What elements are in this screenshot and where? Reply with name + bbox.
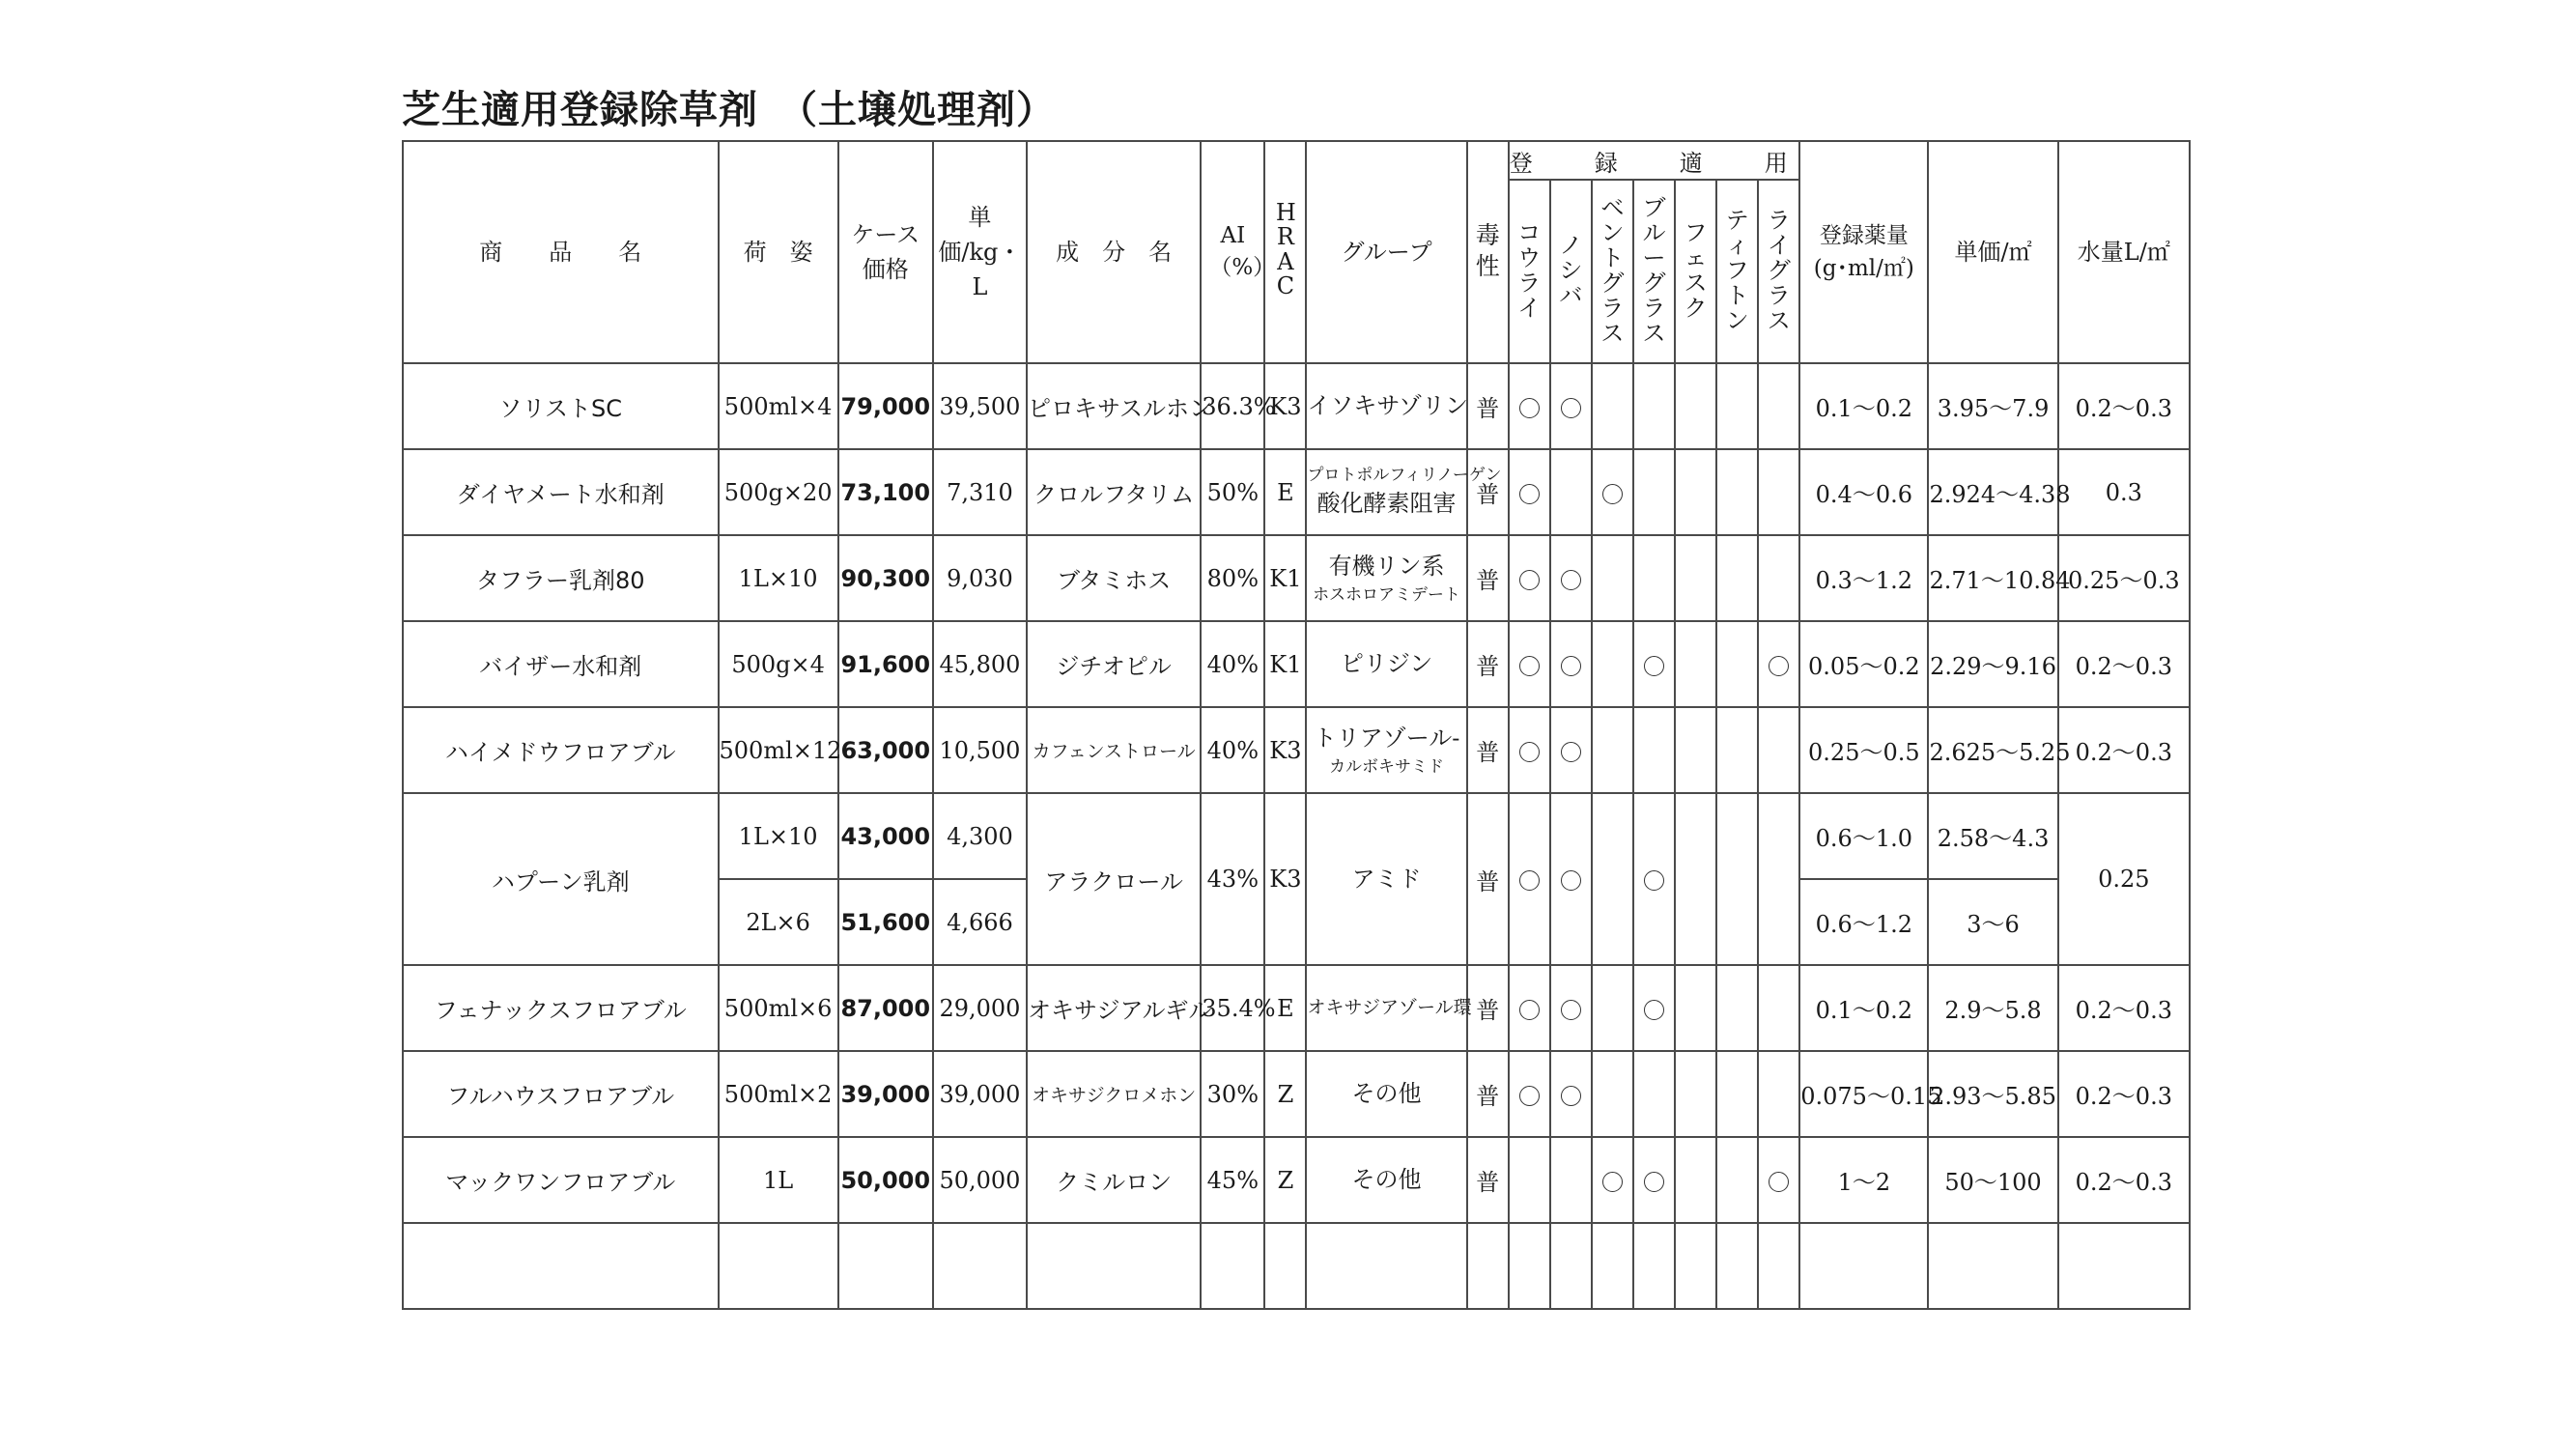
dose-cell: 0.075～0.15 [1799,1051,1928,1137]
package-cell: 500g×20 [719,449,838,535]
ingredient-cell: ピロキサスルホン [1027,363,1201,449]
table-row [403,535,2190,621]
registration-cell [1675,449,1716,535]
unit-price-cell: 9,030 [933,535,1027,621]
registration-cell [1592,449,1633,535]
case-price-cell: 39,000 [838,1051,933,1137]
registration-cell [1633,449,1675,535]
case-price-cell: 91,600 [838,621,933,707]
ingredient-cell: オキサジアルギル [1027,965,1201,1051]
empty-cell [1509,1223,1550,1309]
group-text: アミド [1351,865,1422,893]
header-hrac [1264,141,1306,363]
registration-cell [1592,363,1633,449]
price-m2-cell: 2.93～5.85 [1928,1051,2057,1137]
registration-cell [1758,707,1799,793]
header-name: 商 品 名 [403,141,719,363]
registration-cell [1716,965,1758,1051]
registration-cell [1509,449,1550,535]
empty-cell [838,1223,933,1309]
registration-cell [1592,707,1633,793]
hrac-cell: E [1264,449,1306,535]
table-row [403,621,2190,707]
ai-cell: 30% [1201,1051,1264,1137]
table-row [403,1051,2190,1137]
product-name: フルハウスフロアブル [403,1051,719,1137]
registered-mark-icon [1644,656,1664,676]
group-cell [1306,707,1466,793]
water-cell: 0.2～0.3 [2058,1137,2190,1223]
case-price-cell: 63,000 [838,707,933,793]
case-price-cell: 90,300 [838,535,933,621]
registration-cell [1716,1051,1758,1137]
registered-mark-icon [1561,570,1581,590]
header-turf-tifton [1716,180,1758,363]
ai-cell: 40% [1201,621,1264,707]
ingredient-cell: ブタミホス [1027,535,1201,621]
header-unit-price-text: 単価/kg・L [938,204,1022,300]
registration-cell [1716,621,1758,707]
product-name: バイザー水和剤 [403,621,719,707]
price-m2-cell: 2.625～5.25 [1928,707,2057,793]
registered-mark-icon [1519,870,1540,891]
header-turf-fescue [1675,180,1716,363]
registration-cell [1675,793,1716,965]
registration-cell [1633,707,1675,793]
header-price-m2: 単価/㎡ [1928,141,2057,363]
toxicity-cell: 普 [1467,1137,1509,1223]
group-subtext: カルボキサミド [1329,756,1445,777]
header-turf-fescue-text: フェスク [1684,219,1708,322]
empty-cell [1675,1223,1716,1309]
group-text: オキサジアゾール環 [1307,996,1472,1018]
group-cell [1306,1051,1466,1137]
group-text: その他 [1351,1166,1422,1194]
group-cell [1306,793,1466,965]
registration-cell [1758,449,1799,535]
registration-cell [1509,621,1550,707]
case-price-cell: 50,000 [838,1137,933,1223]
product-name: ダイヤメート水和剤 [403,449,719,535]
header-turf-noshiba [1550,180,1592,363]
water-cell: 0.2～0.3 [2058,1051,2190,1137]
empty-cell [403,1223,719,1309]
header-turf-bluegrass [1633,180,1675,363]
dose-cell: 0.1～0.2 [1799,965,1928,1051]
registration-cell [1758,1137,1799,1223]
price-m2-cell: 2.924～4.38 [1928,449,2057,535]
water-cell: 0.2～0.3 [2058,707,2190,793]
ai-cell: 35.4% [1201,965,1264,1051]
package-cell: 2L×6 [719,879,838,965]
package-cell: 1L×10 [719,535,838,621]
toxicity-cell: 普 [1467,1051,1509,1137]
header-case-price [838,141,933,363]
registration-cell [1550,621,1592,707]
registration-cell [1758,363,1799,449]
registered-mark-icon [1644,1172,1664,1192]
empty-cell [2058,1223,2190,1309]
package-cell: 1L×10 [719,793,838,879]
registration-cell [1592,621,1633,707]
empty-cell [1799,1223,1928,1309]
case-price-cell: 43,000 [838,793,933,879]
water-cell: 0.2～0.3 [2058,363,2190,449]
dose-cell: 0.6～1.2 [1799,879,1928,965]
ai-cell: 40% [1201,707,1264,793]
header-turf-ryegrass-text: ライグラス [1767,207,1791,334]
water-cell: 0.25 [2058,793,2190,965]
page-title: 芝生適用登録除草剤 （土壌処理剤） [402,88,1056,132]
dose-cell: 0.4～0.6 [1799,449,1928,535]
registration-cell [1675,1051,1716,1137]
registered-mark-icon [1519,398,1540,418]
ingredient-cell: クロルフタリム [1027,449,1201,535]
registered-mark-icon [1644,870,1664,891]
registered-mark-icon [1519,570,1540,590]
hrac-cell: Z [1264,1051,1306,1137]
header-package: 荷 姿 [719,141,838,363]
header-water: 水量L/㎡ [2058,141,2190,363]
ingredient-cell: オキサジクロメホン [1027,1051,1201,1137]
group-text: 有機リン系 [1328,552,1445,580]
registered-mark-icon [1561,870,1581,891]
header-turf-bentgrass [1592,180,1633,363]
registration-cell [1633,621,1675,707]
header-turf-noshiba-text: ノシバ [1559,232,1583,309]
header-registered: 登 録 適 用 [1509,141,1799,180]
registration-cell [1675,535,1716,621]
unit-price-cell: 4,666 [933,879,1027,965]
empty-cell [1027,1223,1201,1309]
dose-cell: 1～2 [1799,1137,1928,1223]
header-unit-price [933,141,1027,363]
water-cell: 0.2～0.3 [2058,965,2190,1051]
header-case-price-text: ケース価格 [851,221,920,283]
product-name: ソリストSC [403,363,719,449]
header-toxicity-text: 毒性 [1475,220,1500,281]
toxicity-cell: 普 [1467,793,1509,965]
table-row [403,363,2190,449]
hrac-cell: K3 [1264,707,1306,793]
product-name: マックワンフロアブル [403,1137,719,1223]
registration-cell [1675,965,1716,1051]
water-cell: 0.25～0.3 [2058,535,2190,621]
registration-cell [1675,363,1716,449]
table-row [403,449,2190,535]
table-row [403,793,2190,879]
registration-cell [1675,707,1716,793]
group-cell [1306,1137,1466,1223]
header-turf-ryegrass [1758,180,1799,363]
registered-mark-icon [1519,1000,1540,1020]
registration-cell [1633,1137,1675,1223]
toxicity-cell: 普 [1467,535,1509,621]
registration-cell [1550,707,1592,793]
header-turf-bluegrass-text: ブルーグラス [1642,194,1666,347]
registration-cell [1550,793,1592,965]
product-name: ハプーン乳剤 [403,793,719,965]
group-cell [1306,621,1466,707]
registration-cell [1550,1137,1592,1223]
unit-price-cell: 4,300 [933,793,1027,879]
package-cell: 500g×4 [719,621,838,707]
empty-row [403,1223,2190,1309]
registered-mark-icon [1519,1086,1540,1106]
registered-mark-icon [1602,484,1623,504]
hrac-cell: Z [1264,1137,1306,1223]
case-price-cell: 79,000 [838,363,933,449]
package-cell: 500ml×2 [719,1051,838,1137]
unit-price-cell: 7,310 [933,449,1027,535]
herbicide-table [402,140,2191,1310]
package-cell: 500ml×6 [719,965,838,1051]
registration-cell [1550,449,1592,535]
ingredient-cell: カフェンストロール [1027,707,1201,793]
empty-cell [1928,1223,2057,1309]
price-m2-cell: 2.71～10.84 [1928,535,2057,621]
toxicity-cell: 普 [1467,363,1509,449]
registration-cell [1633,535,1675,621]
header-dose-text: 登録薬量(g･ml/㎡) [1813,222,1914,281]
hrac-cell: K3 [1264,793,1306,965]
registration-cell [1592,965,1633,1051]
empty-cell [1592,1223,1633,1309]
group-text: ピリジン [1340,650,1433,678]
empty-cell [1467,1223,1509,1309]
registration-cell [1633,1051,1675,1137]
registration-cell [1509,535,1550,621]
table-row [403,707,2190,793]
price-m2-cell: 3～6 [1928,879,2057,965]
registration-cell [1509,1051,1550,1137]
empty-cell [933,1223,1027,1309]
toxicity-cell: 普 [1467,965,1509,1051]
ingredient-cell: クミルロン [1027,1137,1201,1223]
package-cell: 500ml×12 [719,707,838,793]
group-text: イソキサゾリン [1307,392,1468,420]
table-row [403,965,2190,1051]
ingredient-cell: アラクロール [1027,793,1201,965]
case-price-cell: 87,000 [838,965,933,1051]
dose-cell: 0.25～0.5 [1799,707,1928,793]
registration-cell [1675,621,1716,707]
empty-cell [1550,1223,1592,1309]
header-row [403,141,2190,180]
header-ai [1201,141,1276,363]
registration-cell [1550,535,1592,621]
group-cell [1306,449,1502,535]
empty-cell [1201,1223,1264,1309]
registered-mark-icon [1519,742,1540,762]
registration-cell [1550,1051,1592,1137]
package-cell: 500ml×4 [719,363,838,449]
price-m2-cell: 3.95～7.9 [1928,363,2057,449]
product-name: フェナックスフロアブル [403,965,719,1051]
toxicity-cell: 普 [1467,621,1509,707]
registration-cell [1716,707,1758,793]
product-name: タフラー乳剤80 [403,535,719,621]
price-m2-cell: 50～100 [1928,1137,2057,1223]
ai-cell: 36.3% [1201,363,1264,449]
registration-cell [1758,793,1799,965]
empty-cell [1758,1223,1799,1309]
registration-cell [1509,793,1550,965]
registered-mark-icon [1602,1172,1623,1192]
toxicity-cell: 普 [1467,449,1509,535]
header-toxicity [1467,141,1509,363]
group-text: その他 [1351,1080,1422,1108]
empty-cell [719,1223,838,1309]
registered-mark-icon [1644,1000,1664,1020]
water-cell: 0.3 [2058,449,2190,535]
price-m2-cell: 2.58～4.3 [1928,793,2057,879]
registration-cell [1592,535,1633,621]
registration-cell [1509,363,1550,449]
registration-cell [1675,1137,1716,1223]
empty-cell [1633,1223,1675,1309]
header-turf-tifton-text: ティフトン [1725,207,1749,334]
package-cell: 1L [719,1137,838,1223]
empty-cell [1264,1223,1306,1309]
registered-mark-icon [1519,656,1540,676]
registered-mark-icon [1561,656,1581,676]
water-cell: 0.2～0.3 [2058,621,2190,707]
group-cell [1306,363,1466,449]
header-ai-text: AI（%） [1209,223,1276,280]
registered-mark-icon [1519,484,1540,504]
toxicity-cell: 普 [1467,707,1509,793]
group-subtext: ホスホロアミデート [1313,584,1461,605]
registration-cell [1592,793,1633,965]
ingredient-cell: ジチオピル [1027,621,1201,707]
unit-price-cell: 45,800 [933,621,1027,707]
unit-price-cell: 50,000 [933,1137,1027,1223]
case-price-cell: 73,100 [838,449,933,535]
registration-cell [1716,1137,1758,1223]
registration-cell [1509,1137,1550,1223]
group-cell [1306,965,1472,1051]
unit-price-cell: 29,000 [933,965,1027,1051]
registration-cell [1550,965,1592,1051]
table-row [403,1137,2190,1223]
header-turf-korai [1509,180,1550,363]
registration-cell [1633,965,1675,1051]
ai-cell: 45% [1201,1137,1264,1223]
registration-cell [1592,1051,1633,1137]
registration-cell [1758,965,1799,1051]
ai-cell: 80% [1201,535,1264,621]
registered-mark-icon [1769,656,1789,676]
dose-cell: 0.05～0.2 [1799,621,1928,707]
ai-cell: 43% [1201,793,1264,965]
group-text: 酸化酵素阻害 [1316,490,1457,518]
registered-mark-icon [1561,1000,1581,1020]
group-subtext: プロトポルフィリノーゲン [1307,465,1502,485]
registration-cell [1550,363,1592,449]
hrac-cell: K3 [1264,363,1306,449]
header-dose [1799,141,1928,363]
hrac-cell: E [1264,965,1306,1051]
price-m2-cell: 2.9～5.8 [1928,965,2057,1051]
unit-price-cell: 39,000 [933,1051,1027,1137]
header-group: グループ [1306,141,1466,363]
registration-cell [1758,1051,1799,1137]
registration-cell [1716,449,1758,535]
header-hrac-text: HRAC [1275,199,1296,299]
registration-cell [1716,363,1758,449]
header-turf-bentgrass-text: ベントグラス [1600,194,1625,347]
dose-cell: 0.6～1.0 [1799,793,1928,879]
empty-cell [1716,1223,1758,1309]
registration-cell [1509,965,1550,1051]
header-ingredient: 成 分 名 [1027,141,1201,363]
hrac-cell: K1 [1264,535,1306,621]
hrac-cell: K1 [1264,621,1306,707]
registration-cell [1592,1137,1633,1223]
registered-mark-icon [1561,1086,1581,1106]
header-turf-korai-text: コウライ [1517,219,1542,322]
unit-price-cell: 39,500 [933,363,1027,449]
price-m2-cell: 2.29～9.16 [1928,621,2057,707]
ai-cell: 50% [1201,449,1264,535]
registration-cell [1758,621,1799,707]
registration-cell [1758,535,1799,621]
registration-cell [1716,535,1758,621]
registered-mark-icon [1561,398,1581,418]
group-text: トリアゾール- [1313,724,1460,752]
registration-cell [1716,793,1758,965]
case-price-cell: 51,600 [838,879,933,965]
dose-cell: 0.1～0.2 [1799,363,1928,449]
group-cell [1306,535,1466,621]
registration-cell [1633,363,1675,449]
registered-mark-icon [1561,742,1581,762]
registration-cell [1509,707,1550,793]
registered-mark-icon [1769,1172,1789,1192]
dose-cell: 0.3～1.2 [1799,535,1928,621]
registration-cell [1633,793,1675,965]
empty-cell [1306,1223,1466,1309]
unit-price-cell: 10,500 [933,707,1027,793]
product-name: ハイメドウフロアブル [403,707,719,793]
